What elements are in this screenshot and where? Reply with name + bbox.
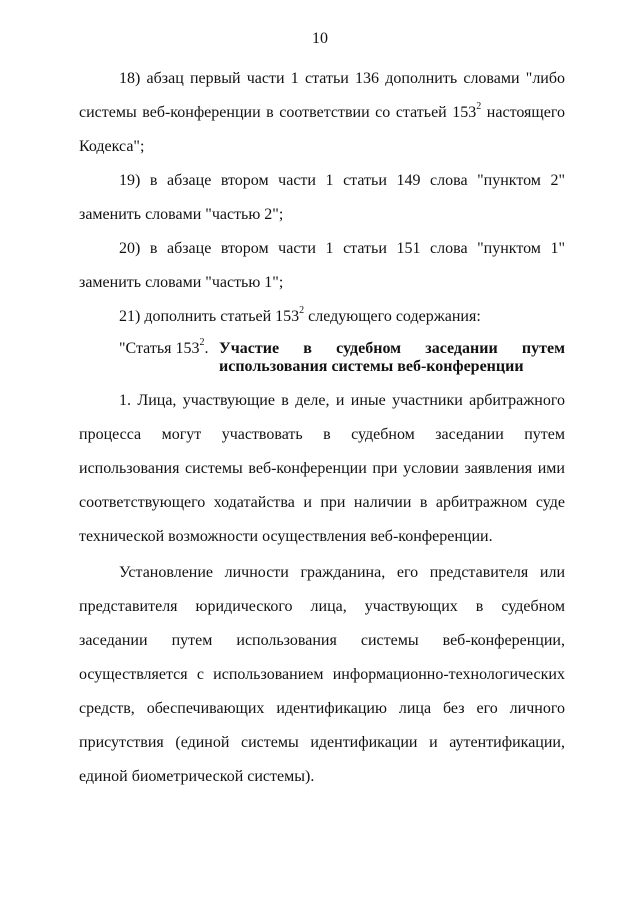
article-paragraph-2: Установление личности гражданина, его представителя или представителя юридического лица, участвующих в судебном заседании путем использования системы веб-конференции, осуществляется с использованием информационно-технологических средств, обеспечивающих идентификацию лица без его личного присутствия (единой системы идентификации и аутентификации, единой биометрической системы). — [79, 564, 565, 785]
item-21-superscript: 2 — [299, 304, 305, 316]
item-18-text-b: настоящего Кодекса"; — [79, 104, 565, 155]
document-body — [79, 62, 565, 794]
article-label-superscript: 2 — [199, 336, 205, 348]
item-21-text-b: следующего содержания: — [304, 308, 481, 325]
item-18 — [79, 62, 565, 164]
page-number: 10 — [312, 30, 328, 47]
article-label-suffix: . — [204, 340, 209, 357]
article-label — [79, 336, 219, 376]
article-title: Участие в судебном заседании путем использования системы веб-конференции — [219, 340, 565, 375]
item-19: 19) в абзаце втором части 1 статьи 149 слова "пунктом 2" заменить словами "частью 2"; — [79, 172, 565, 223]
item-18-superscript: 2 — [476, 100, 482, 112]
article-label-prefix: "Статья 153 — [119, 340, 200, 357]
item-18-text-a: 18) абзац первый части 1 статьи 136 дополнить словами "либо системы веб-конференции в соответствии со статьей 153 — [79, 70, 565, 121]
item-21 — [79, 300, 565, 334]
article-heading — [79, 336, 565, 376]
item-20: 20) в абзаце втором части 1 статьи 151 слова "пунктом 1" заменить словами "частью 1"; — [79, 240, 565, 291]
item-21-text-a: 21) дополнить статьей 153 — [119, 308, 300, 325]
article-paragraph-1: 1. Лица, участвующие в деле, и иные участники арбитражного процесса могут участвовать в судебном заседании путем использования системы веб-конференции при условии заявления ими соответствующего ходатайства и при наличии в арбитражном суде технической возможности осуществления веб-конференции. — [79, 392, 565, 545]
